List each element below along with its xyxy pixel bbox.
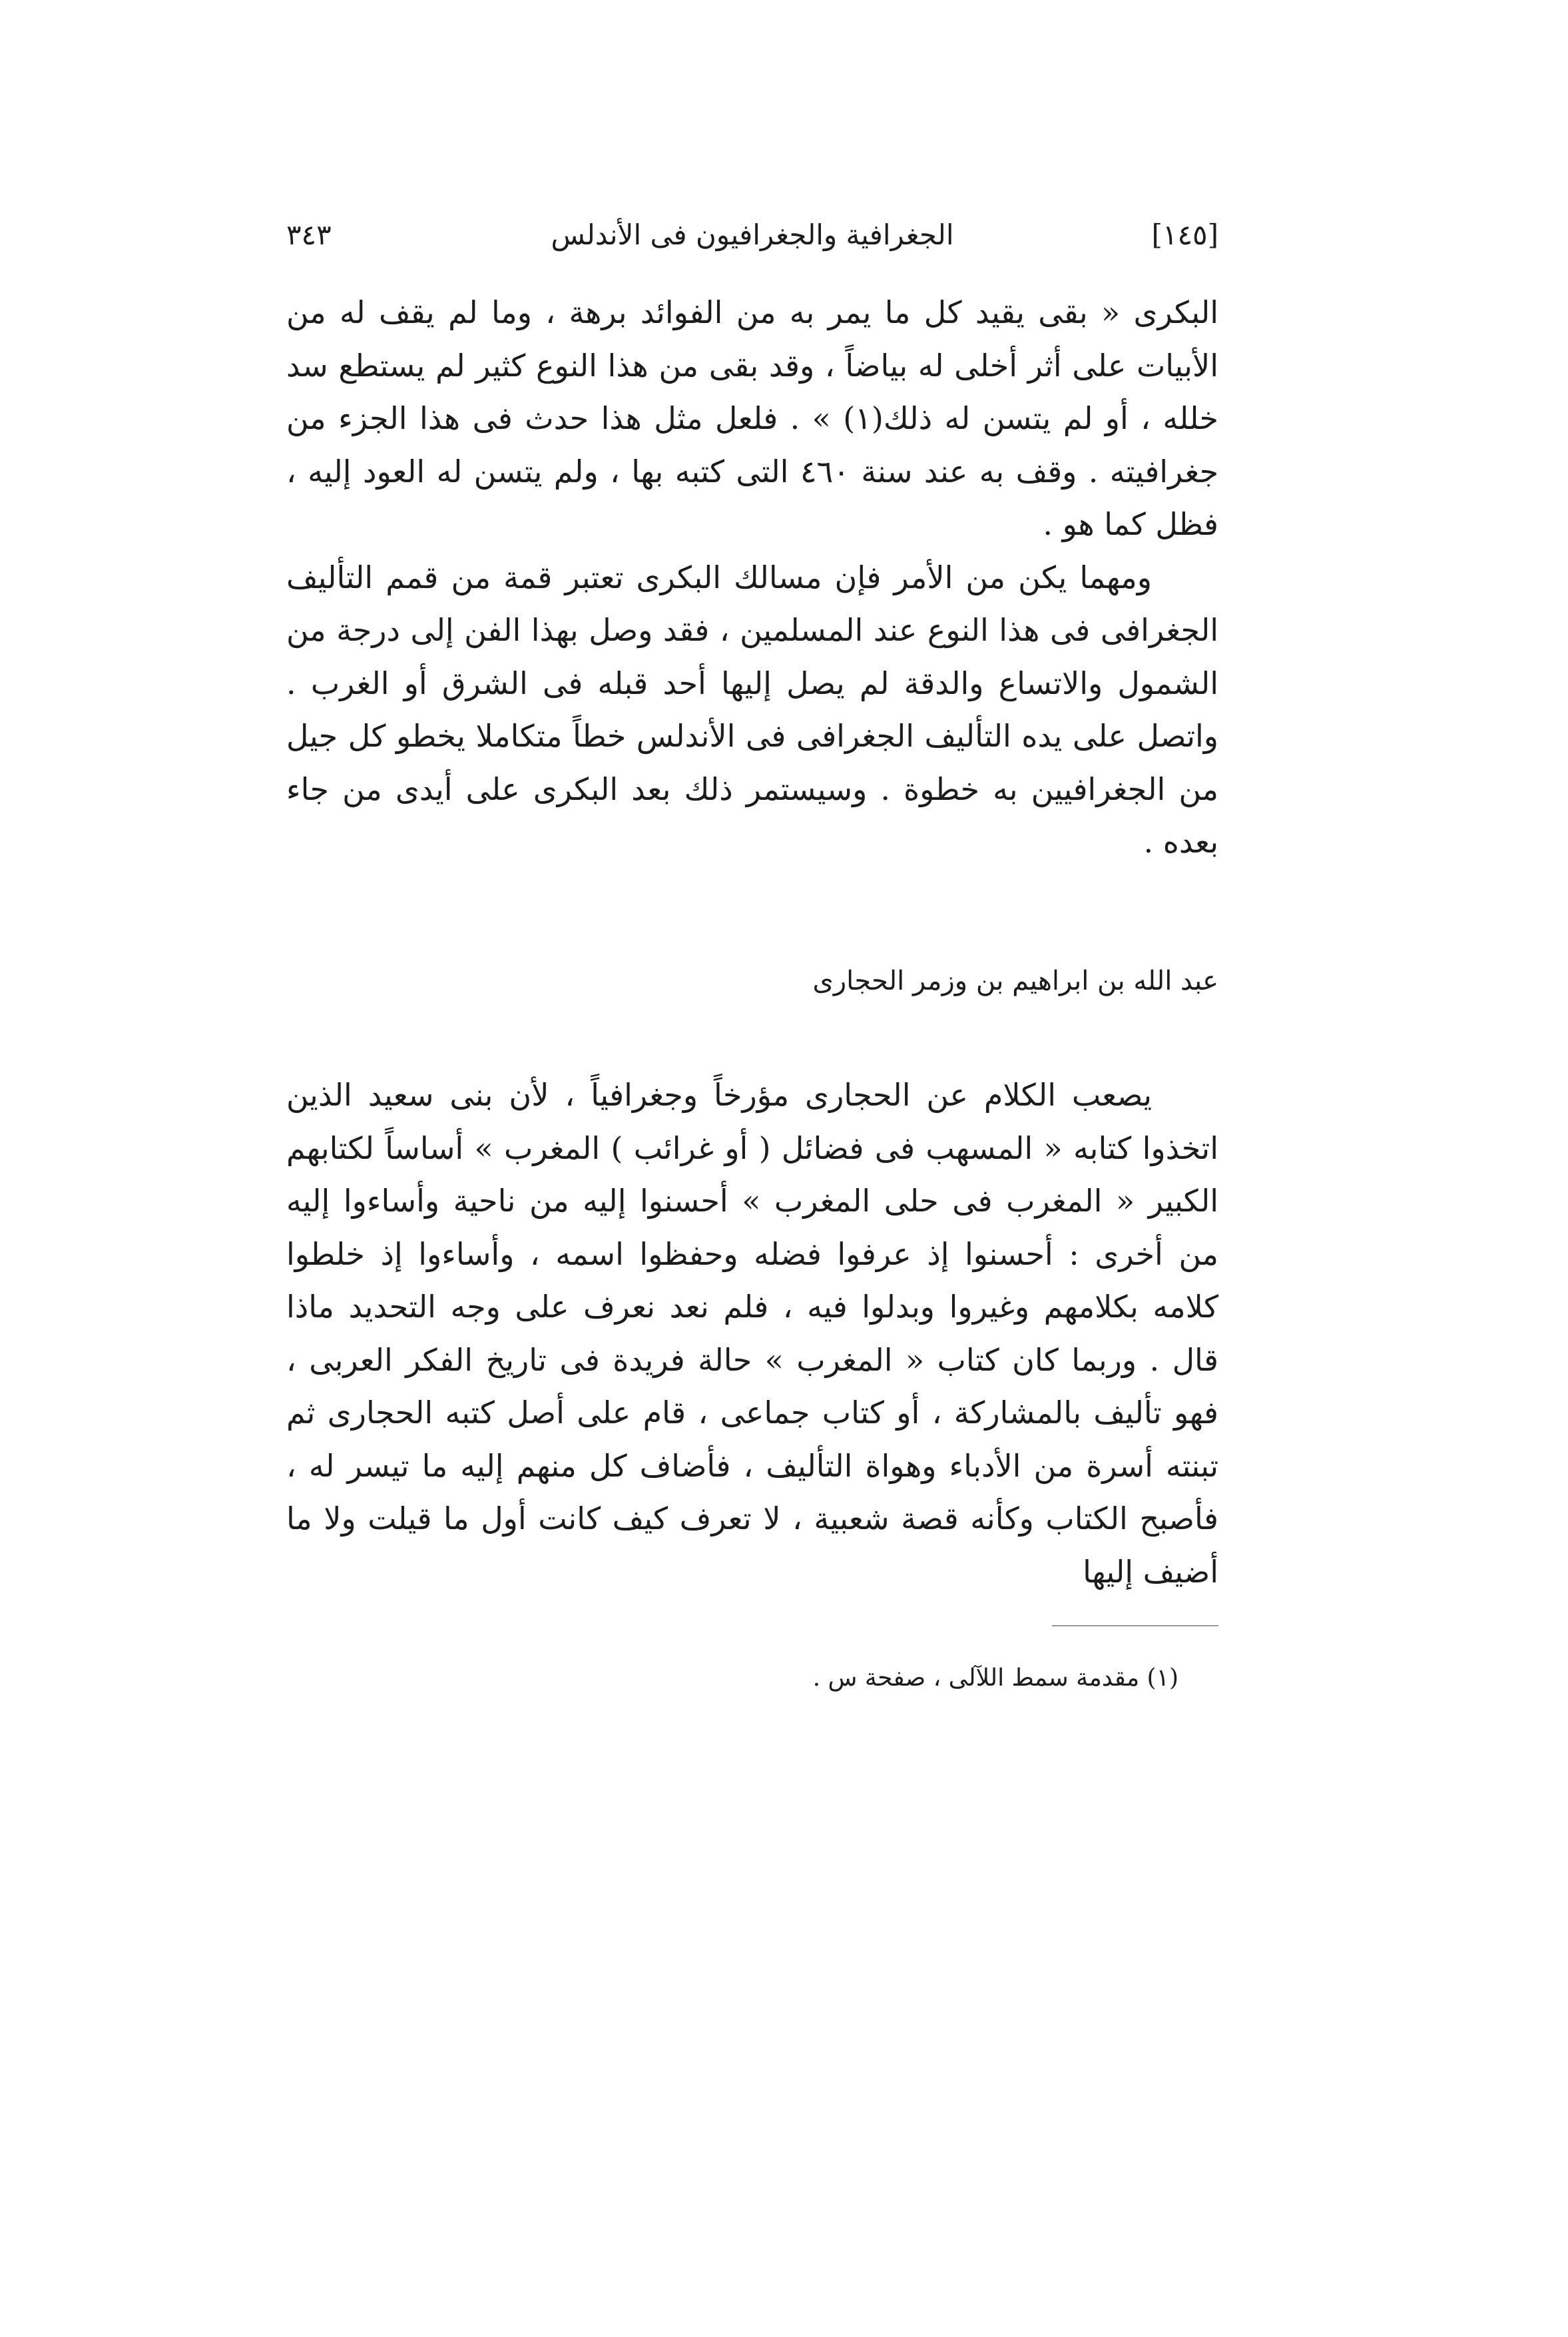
page-header <box>286 212 1218 265</box>
paragraph: ومهما يكن من الأمر فإن مسالك البكرى تعتبر قمة من قمم التأليف الجغرافى فى هذا النوع عند المسلمين ، فقد وصل بهذا الفن إلى درجة من الشمول والاتساع والدقة لم يصل إليها أحد قبله فى الشرق أو الغرب . واتصل على يده التأليف الجغرافى فى الأندلس خطاً متكاملا يخطو كل جيل من الجغرافيين به خطوة . وسيستمر ذلك بعد البكرى على أيدى من جاء بعده . <box>286 559 1218 860</box>
paragraph: يصعب الكلام عن الحجارى مؤرخاً وجغرافياً ، لأن بنى سعيد الذين اتخذوا كتابه « المسهب فى فضائل ( أو غرائب ) المغرب » أساساً لكتابهم الكبير « المغرب فى حلى المغرب » أحسنوا إليه من ناحية وأساءوا إليه من أخرى : أحسنوا إذ عرفوا فضله وحفظوا اسمه ، وأساءوا إذ خلطوا كلامه بكلامهم وغيروا وبدلوا فيه ، فلم نعد نعرف على وجه التحديد ماذا قال . وربما كان كتاب « المغرب » حالة فريدة فى تاريخ الفكر العربى ، فهو تأليف بالمشاركة ، أو كتاب جماعى ، قام على أصل كتبه الحجارى ثم تبنته أسرة من الأدباء وهواة التأليف ، فأضاف كل منهم إليه ما تيسر له ، فأصبح الكتاب وكأنه قصة شعبية ، لا تعرف كيف كانت أول ما قيلت ولا ما أضيف إليها <box>286 1077 1218 1590</box>
section-heading: عبد الله بن ابراهيم بن وزمر الحجارى <box>812 966 1218 996</box>
paragraph: البكرى « بقى يقيد كل ما يمر به من الفوائد برهة ، وما لم يقف له من الأبيات على أثر أخلى له بياضاً ، وقد بقى من هذا النوع كثير لم يستطع سد خلله ، أو لم يتسن له ذلك(١) » . فلعل مثل هذا حدث فى هذا الجزء من جغرافيته . وقف به عند سنة ٤٦٠ التى كتبه بها ، ولم يتسن له العود إليه ، فظل كما هو . <box>286 294 1219 542</box>
footnote: (١) مقدمة سمط اللآلى ، صفحة س . <box>812 1664 1178 1692</box>
running-title: الجغرافية والجغرافيون فى الأندلس <box>551 218 954 251</box>
footnote-separator <box>1052 1625 1218 1626</box>
page-number: ٣٤٣ <box>286 218 332 251</box>
text-block-top <box>286 286 1218 869</box>
text-block-bottom <box>286 1069 1218 1598</box>
section-number: [١٤٥] <box>1151 218 1218 251</box>
